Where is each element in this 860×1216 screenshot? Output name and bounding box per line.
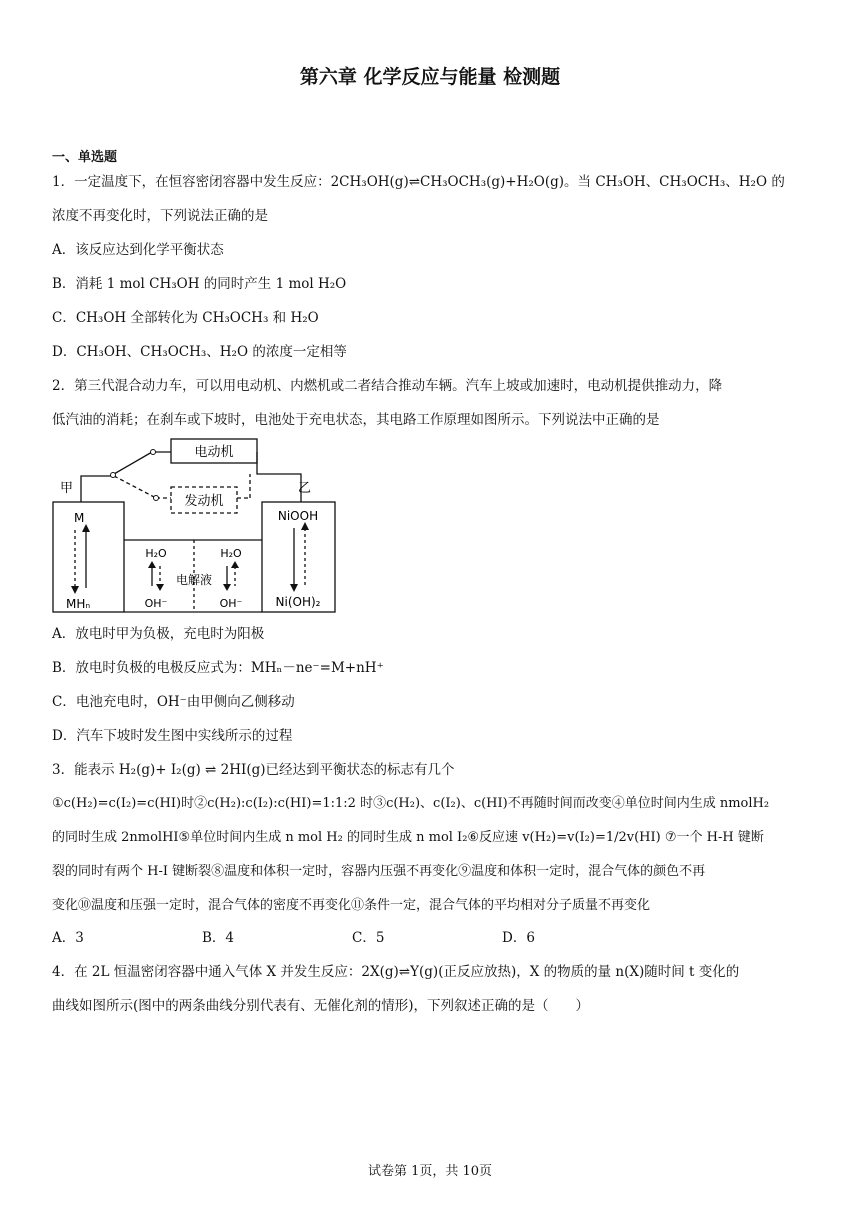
battery-circuit-diagram: [48, 436, 348, 616]
niooh-label: NiOOH: [277, 509, 319, 523]
q3-stem: 3．能表示 H₂(g)+ I₂(g) ⇌ 2HI(g)已经达到平衡状态的标志有几个: [52, 762, 455, 778]
motor-label: 电动机: [194, 445, 234, 460]
q3-option-c: C．5: [352, 930, 385, 946]
oh-right-label: OH⁻: [219, 597, 243, 610]
q3-condition-line1: ①c(H₂)=c(I₂)=c(HI)时②c(H₂):c(I₂):c(HI)=1:1:2 时③c(H₂)、c(I₂)、c(HI)不再随时间而改变④单位时间内生成 nmolH₂: [52, 796, 770, 811]
q4-stem-line1: 4．在 2L 恒温密闭容器中通入气体 X 并发生反应：2X(g)⇌Y(g)(正反应放热)，X 的物质的量 n(X)随时间 t 变化的: [52, 964, 740, 980]
mhn-label: MHₙ: [66, 597, 91, 611]
q3-options: [52, 928, 812, 948]
q2-option-d: D．汽车下坡时发生图中实线所示的过程: [52, 728, 293, 744]
q2-option-c: C．电池充电时，OH⁻由甲侧向乙侧移动: [52, 694, 295, 710]
q2-option-a: A．放电时甲为负极，充电时为阳极: [52, 626, 265, 642]
section-heading: 一、单选题: [52, 150, 118, 165]
oh-left-label: OH⁻: [144, 597, 168, 610]
engine-label: 发动机: [184, 494, 224, 509]
h2o-left-label: H₂O: [145, 547, 167, 560]
q1-option-c: C．CH₃OH 全部转化为 CH₃OCH₃ 和 H₂O: [52, 310, 319, 326]
q3-condition-line4: 变化⑩温度和压强一定时，混合气体的密度不再变化⑪条件一定，混合气体的平均相对分子质量不再变化: [52, 898, 651, 913]
page-title: 第六章 化学反应与能量 检测题: [299, 66, 561, 88]
q1-stem-line2: 浓度不再变化时，下列说法正确的是: [52, 208, 268, 224]
q2-option-b: B．放电时负极的电极反应式为：MHₙ－ne⁻=M+nH⁺: [52, 660, 384, 676]
h2o-right-label: H₂O: [220, 547, 242, 560]
q3-condition-line3: 裂的同时有两个 H-I 键断裂⑧温度和体积一定时，容器内压强不再变化⑨温度和体积一定时，混合气体的颜色不再: [52, 864, 706, 879]
nioh2-label: Ni(OH)₂: [275, 595, 321, 609]
electrolyte-label: 电解液: [175, 573, 213, 587]
q1-option-b: B．消耗 1 mol CH₃OH 的同时产生 1 mol H₂O: [52, 276, 347, 292]
left-label: 甲: [60, 481, 74, 496]
q2-stem-line1: 2．第三代混合动力车，可以用电动机、内燃机或二者结合推动车辆。汽车上坡或加速时，电动机提供推动力，降: [52, 378, 723, 394]
right-label: 乙: [298, 481, 312, 496]
q2-stem-line2: 低汽油的消耗；在刹车或下坡时，电池处于充电状态，其电路工作原理如图所示。下列说法中正确的是: [52, 412, 660, 428]
q3-option-a: A．3: [52, 930, 84, 946]
q3-option-b: B．4: [202, 930, 235, 946]
q1-option-d: D．CH₃OH、CH₃OCH₃、H₂O 的浓度一定相等: [52, 344, 347, 360]
q3-option-d: D．6: [502, 930, 535, 946]
q4-stem-line2: 曲线如图所示(图中的两条曲线分别代表有、无催化剂的情形)，下列叙述正确的是（ ）: [52, 998, 590, 1014]
q1-stem-line1: 1．一定温度下，在恒容密闭容器中发生反应：2CH₃OH(g)⇌CH₃OCH₃(g)+H₂O(g)。当 CH₃OH、CH₃OCH₃、H₂O 的: [52, 174, 785, 190]
left-electrode: [53, 502, 124, 612]
q1-option-a: A．该反应达到化学平衡状态: [52, 242, 224, 258]
page-footer: 试卷第 1页，共 10页: [367, 1164, 493, 1179]
m-label: M: [74, 511, 85, 525]
q3-condition-line2: 的同时生成 2nmolHI⑤单位时间内生成 n mol H₂ 的同时生成 n mol I₂⑥反应速 v(H₂)=v(I₂)=1/2v(HI) ⑦一个 H-H 键断: [52, 830, 764, 845]
